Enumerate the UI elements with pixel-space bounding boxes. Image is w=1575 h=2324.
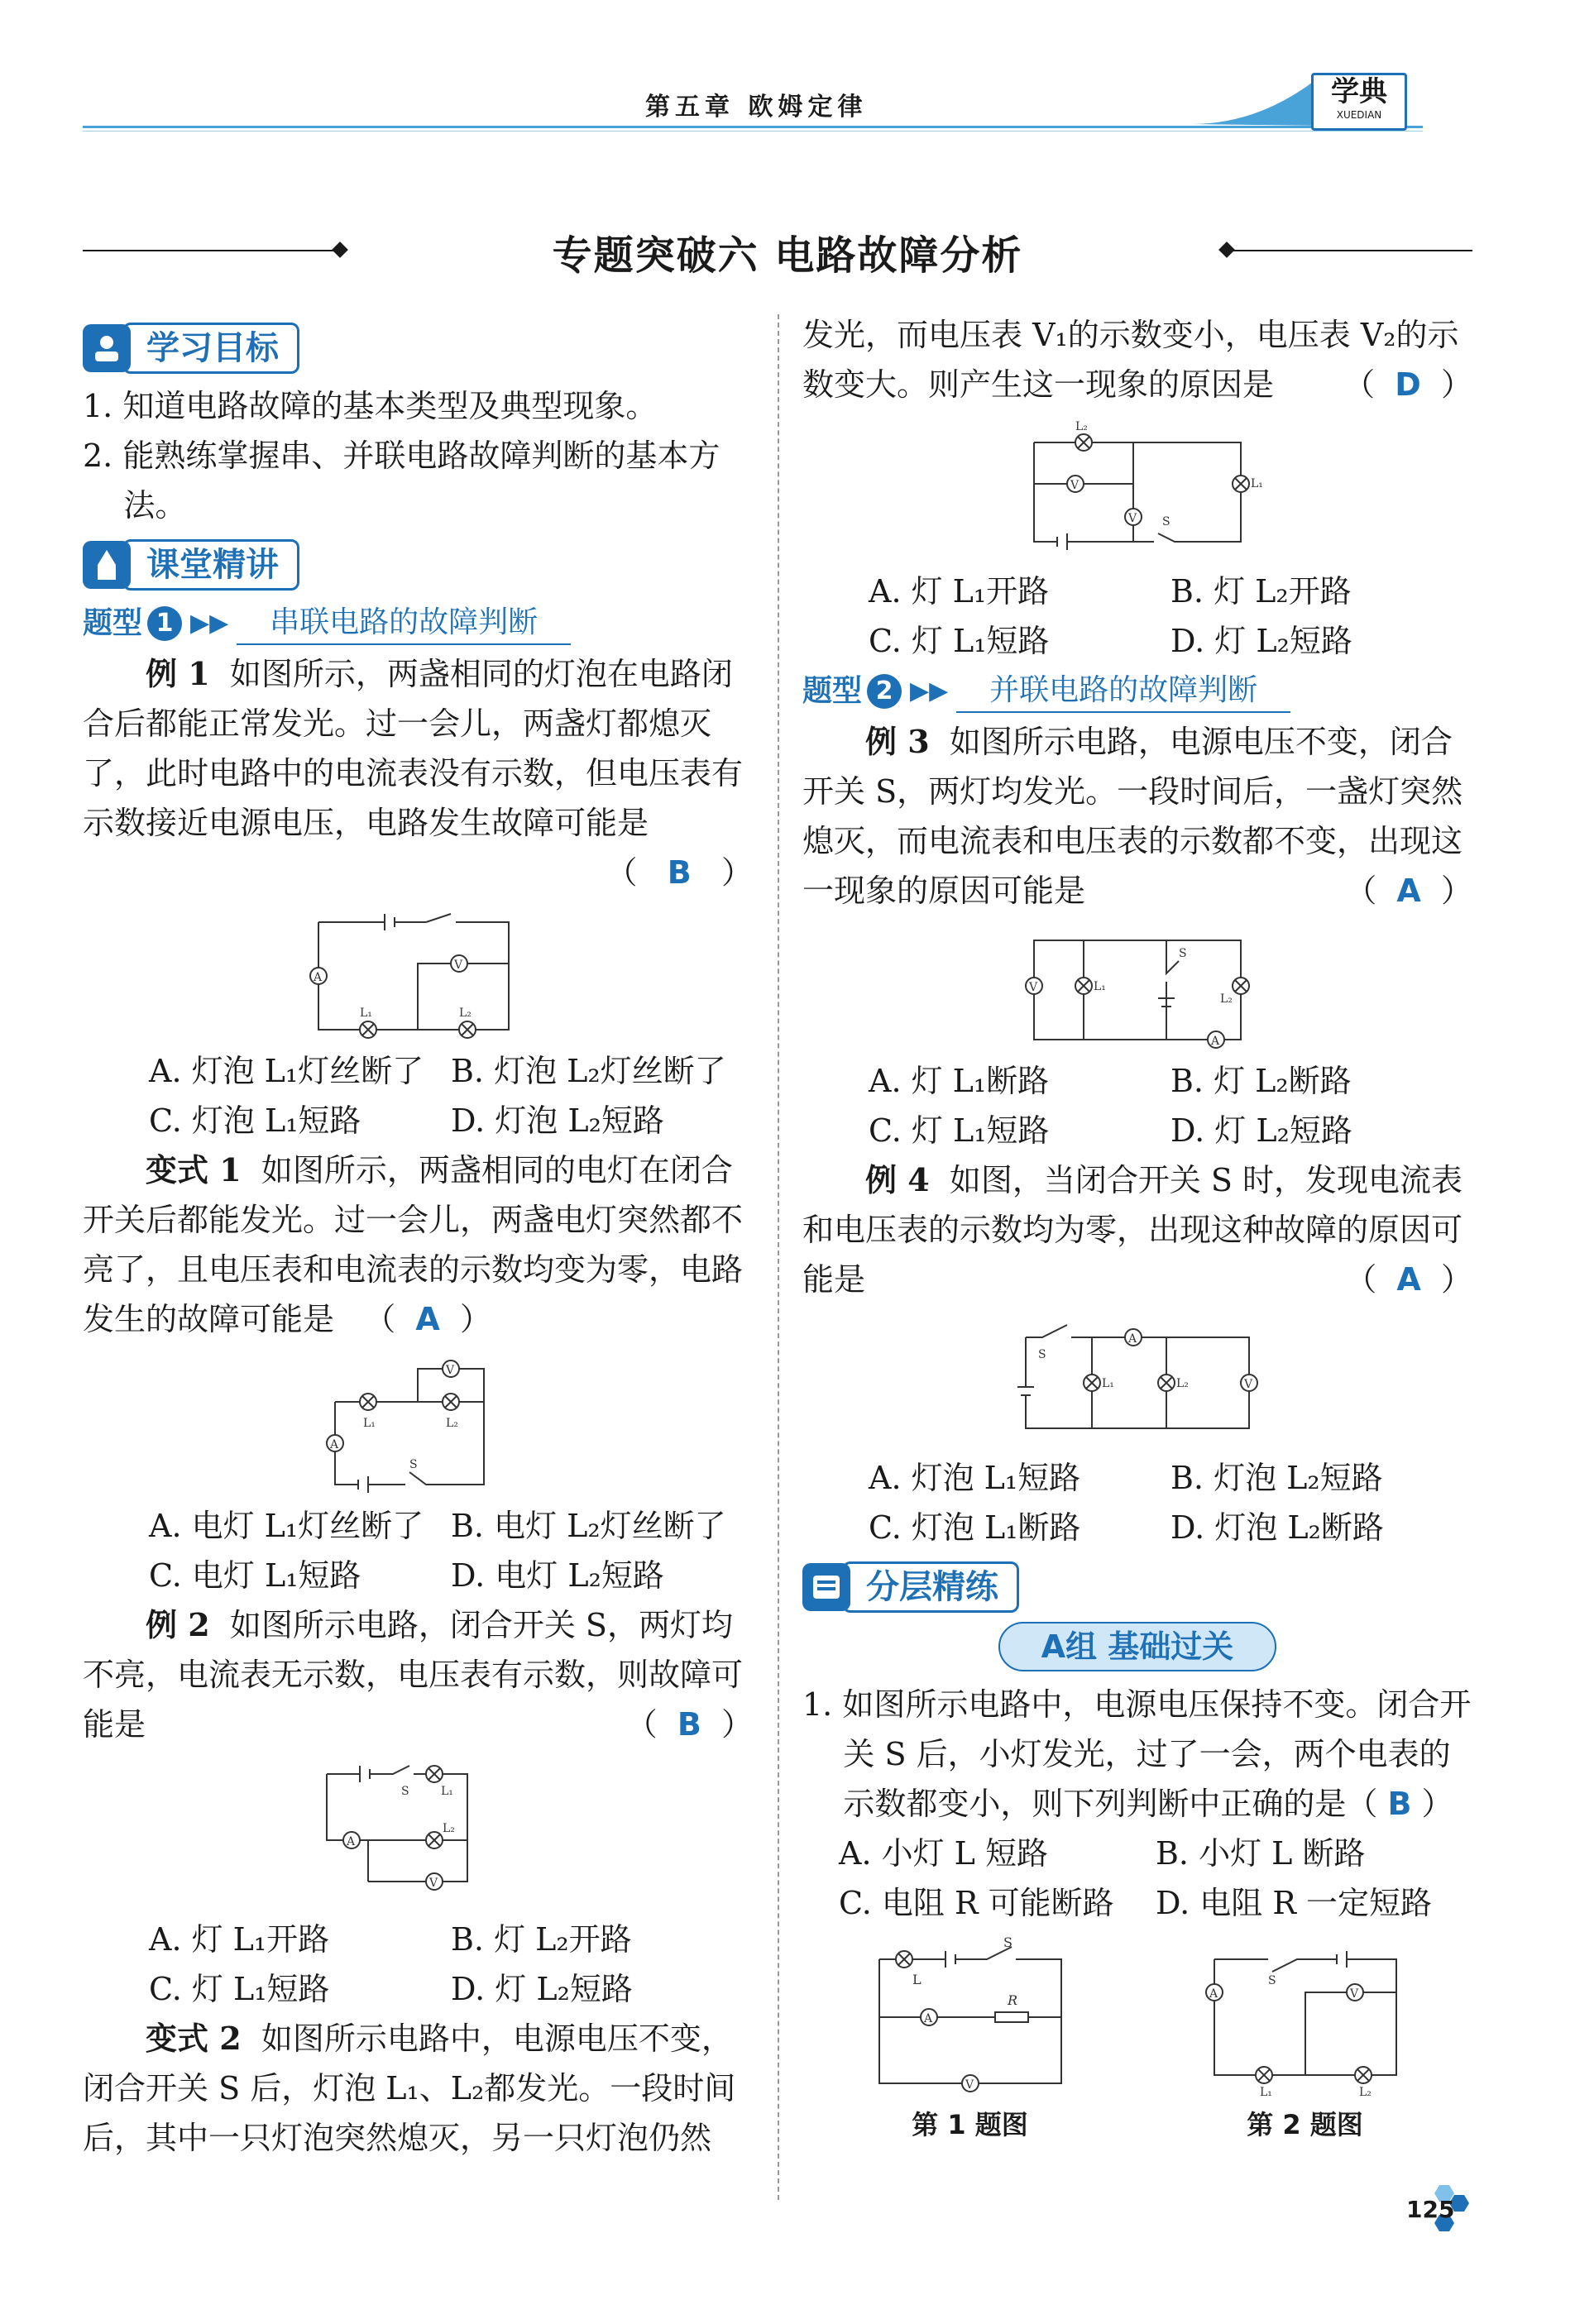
question1-option-c: C. 电阻 R 可能断路 — [839, 1885, 1114, 1921]
double-arrow-icon: ▶▶ — [910, 677, 949, 705]
variant1-options — [83, 1501, 753, 1600]
example2-circuit-diagram — [318, 1757, 517, 1906]
type1-number: 1 — [147, 606, 182, 641]
svg-text:V: V — [1349, 1987, 1358, 2001]
figure1-caption: 第 1 题图 — [912, 2109, 1028, 2140]
example1-options — [83, 1046, 753, 1145]
example4-option-a: A. 灯泡 L₁短路 — [869, 1460, 1081, 1496]
question1-circuit-diagram — [863, 1934, 1078, 2100]
variant1-option-b: B. 电灯 L₂灯丝断了 — [451, 1508, 726, 1544]
svg-text:V: V — [1029, 981, 1038, 994]
variant1: 变式 1 如图所示，两盏相同的电灯在闭合开关后都能发光。过一会儿，两盏电灯突然都不亮了，且电压表和电流表的示数均变为零，电路发生的故障可能是 （ A ） — [83, 1151, 744, 1337]
variant2-text: 如图所示电路中，电源电压不变，闭合开关 S 后，灯泡 L₁、L₂都发光。一段时间后，其中一只灯泡突然熄灭，另一只灯泡仍然 — [83, 2020, 736, 2156]
header-rule-thin — [83, 131, 1423, 132]
svg-text:A: A — [347, 1835, 356, 1848]
example3: 例 3 如图所示电路，电源电压不变，闭合开关 S，两灯均发光。一段时间后，一盏灯突然熄灭，而电流表和电压表的示数都不变，出现这一现象的原因可能是 （ A ） — [802, 723, 1472, 909]
variant2-continued: 发光，而电压表 V₁的示数变小，电压表 V₂的示数变大。则产生这一现象的原因是 （ D ） — [802, 317, 1472, 403]
svg-text:S: S — [401, 1785, 409, 1798]
right-column — [802, 310, 1472, 2149]
example1 — [83, 649, 753, 848]
example2-option-a: A. 灯 L₁开路 — [149, 1921, 330, 1958]
variant2-option-a: A. 灯 L₁开路 — [869, 573, 1050, 610]
variant2-options — [802, 567, 1472, 666]
example4-option-c: C. 灯泡 L₁断路 — [869, 1509, 1081, 1546]
svg-text:L₂: L₂ — [459, 1007, 472, 1020]
variant1-circuit-diagram — [318, 1352, 517, 1493]
example2-label: 例 2 — [146, 1606, 210, 1643]
variant1-text: 如图所示，两盏相同的电灯在闭合开关后都能发光。过一会儿，两盏电灯突然都不亮了，且电压表和电流表的示数均变为零，电路发生的故障可能是 — [83, 1152, 744, 1337]
example3-option-c: C. 灯 L₁短路 — [869, 1112, 1050, 1149]
svg-text:L: L — [912, 1972, 922, 1987]
example3-option-d: D. 灯 L₂短路 — [1170, 1112, 1352, 1149]
svg-text:A: A — [923, 2012, 932, 2025]
example4-option-d: D. 灯泡 L₂断路 — [1170, 1509, 1384, 1546]
svg-text:L₂: L₂ — [446, 1417, 458, 1430]
question1-option-b: B. 小灯 L 断路 — [1156, 1835, 1366, 1872]
chapter-title: 第五章 欧姆定律 — [645, 93, 868, 122]
practice-label: 分层精练 — [842, 1561, 1019, 1613]
svg-text:S: S — [1003, 1934, 1012, 1950]
svg-text:L₁: L₁ — [441, 1785, 453, 1798]
svg-text:L₂: L₂ — [1358, 2086, 1372, 2099]
example4-answer: A — [1396, 1261, 1421, 1298]
student-icon — [83, 324, 131, 372]
example3-option-a: A. 灯 L₁断路 — [869, 1063, 1050, 1099]
example1-circuit-diagram — [302, 906, 534, 1038]
variant1-option-d: D. 电灯 L₂短路 — [451, 1557, 664, 1594]
figure-captions — [802, 2100, 1472, 2149]
variant2-option-b: B. 灯 L₂开路 — [1170, 573, 1352, 610]
brand-name-en: XUEDIAN — [1336, 109, 1382, 121]
example3-option-b: B. 灯 L₂断路 — [1170, 1063, 1352, 1099]
pencil-icon — [83, 541, 131, 589]
variant2-continued-text: 发光，而电压表 V₁的示数变小，电压表 V₂的示数变大。则产生这一现象的原因是 — [802, 317, 1459, 403]
example4-circuit-diagram — [1009, 1313, 1266, 1445]
example4-options — [802, 1453, 1472, 1552]
example1-text: 如图所示，两盏相同的灯泡在电路闭合后都能正常发光。过一会儿，两盏灯都熄灭了，此时电路中的电流表没有示数，但电压表有示数接近电源电压，电路发生故障可能是 — [83, 656, 744, 841]
question1: 1. 如图所示电路中，电源电压保持不变。闭合开关 S 后，小灯发光，过了一会，两个电表的示数都变小，则下列判断中正确的是（ B ） — [802, 1686, 1472, 1822]
example3-options — [802, 1056, 1472, 1155]
example2-options — [83, 1915, 753, 2014]
svg-text:V: V — [1128, 512, 1137, 525]
svg-text:V: V — [446, 1364, 455, 1377]
svg-text:S: S — [1267, 1974, 1276, 1987]
variant1-option-a: A. 电灯 L₁灯丝断了 — [149, 1508, 424, 1544]
example1-option-a: A. 灯泡 L₁灯丝断了 — [149, 1053, 424, 1089]
column-divider — [778, 314, 779, 2200]
example1-label: 例 1 — [146, 655, 210, 692]
example2-option-c: C. 灯 L₁短路 — [149, 1971, 330, 2007]
svg-text:V: V — [965, 2078, 974, 2092]
lecture-label: 课堂精讲 — [122, 539, 299, 591]
example2-text: 如图所示电路，闭合开关 S，两灯均不亮，电流表无示数，电压表有示数，则故障可能是 — [83, 1607, 744, 1743]
question-figures — [802, 1934, 1472, 2100]
svg-text:R: R — [1007, 1992, 1017, 2008]
example1-option-c: C. 灯泡 L₁短路 — [149, 1102, 361, 1139]
example2-option-b: B. 灯 L₂开路 — [451, 1921, 632, 1958]
type1-tag: 题型 — [83, 606, 143, 640]
type1-heading — [83, 598, 753, 649]
svg-text:L₂: L₂ — [443, 1822, 455, 1835]
question1-answer: B — [1387, 1786, 1412, 1822]
example1-option-b: B. 灯泡 L₂灯丝断了 — [451, 1053, 726, 1089]
svg-text:L₁: L₁ — [360, 1007, 372, 1020]
svg-text:V: V — [1244, 1378, 1253, 1391]
svg-text:L₂: L₂ — [1075, 420, 1088, 433]
type2-tag: 题型 — [802, 674, 863, 708]
header-swoosh-icon — [1191, 76, 1324, 126]
goals-label: 学习目标 — [122, 323, 299, 374]
header-rule — [83, 126, 1423, 128]
page-number: 125 — [1406, 2196, 1455, 2223]
goals-badge — [83, 322, 753, 375]
svg-text:L₁: L₁ — [1259, 2086, 1272, 2099]
variant1-answer: A — [415, 1301, 440, 1337]
variant1-label: 变式 1 — [146, 1151, 242, 1188]
example3-text: 如图所示电路，电源电压不变，闭合开关 S，两灯均发光。一段时间后，一盏灯突然熄灭，而电流表和电压表的示数都不变，出现这一现象的原因可能是 — [802, 724, 1463, 909]
variant2 — [83, 2014, 753, 2163]
example4-label: 例 4 — [865, 1161, 930, 1198]
type2-heading — [802, 666, 1472, 717]
group-a-banner — [802, 1622, 1472, 1671]
group-a-label: A组 基础过关 — [998, 1622, 1277, 1671]
example1-answer-line: （ B ） — [606, 854, 753, 891]
question1-options — [802, 1829, 1472, 1928]
svg-text:V: V — [1070, 479, 1080, 492]
example3-circuit-diagram — [1017, 924, 1257, 1048]
svg-text:L₁: L₁ — [363, 1417, 376, 1430]
example3-answer: A — [1396, 873, 1421, 909]
svg-text:L₂: L₂ — [1220, 992, 1233, 1006]
svg-text:V: V — [429, 1877, 438, 1890]
page-title: 专题突破六 电路故障分析 — [552, 232, 1023, 279]
book-icon — [802, 1563, 850, 1611]
example4-option-b: B. 灯泡 L₂短路 — [1170, 1460, 1383, 1496]
svg-text:L₁: L₁ — [1094, 980, 1106, 993]
question1-text: 1. 如图所示电路中，电源电压保持不变。闭合开关 S 后，小灯发光，过了一会，两个电表的示数都变小，则下列判断中正确的是 — [802, 1686, 1472, 1822]
figure2-caption: 第 2 题图 — [1247, 2109, 1363, 2140]
lecture-badge — [83, 538, 753, 591]
variant1-option-c: C. 电灯 L₁短路 — [149, 1557, 361, 1594]
example2: 例 2 如图所示电路，闭合开关 S，两灯均不亮，电流表无示数，电压表有示数，则故障可能是 （ B ） — [83, 1606, 753, 1743]
practice-badge — [802, 1561, 1472, 1614]
svg-text:A: A — [330, 1438, 339, 1451]
brand-name: 学典 — [1331, 75, 1387, 108]
variant2-answer: D — [1395, 366, 1421, 403]
svg-text:A: A — [1211, 1035, 1220, 1048]
question2-circuit-diagram — [1198, 1934, 1413, 2100]
svg-text:A: A — [1209, 1987, 1218, 2001]
variant2-circuit-diagram — [1017, 418, 1263, 558]
type2-number: 2 — [867, 674, 902, 709]
variant2-option-c: C. 灯 L₁短路 — [869, 623, 1050, 659]
svg-text:S: S — [1179, 947, 1187, 960]
svg-text:L₁: L₁ — [1251, 477, 1263, 490]
goal-1: 1. 知道电路故障的基本类型及典型现象。 — [83, 388, 658, 424]
variant2-label: 变式 2 — [146, 2020, 242, 2057]
question1-option-a: A. 小灯 L 短路 — [839, 1835, 1048, 1872]
double-arrow-icon: ▶▶ — [190, 609, 229, 638]
svg-text:S: S — [409, 1458, 418, 1471]
example3-label: 例 3 — [865, 723, 930, 760]
example4-text: 如图，当闭合开关 S 时，发现电流表和电压表的示数均为零，出现这种故障的原因可能是 — [802, 1162, 1463, 1298]
goal-2: 2. 能熟练掌握串、并联电路故障判断的基本方法。 — [83, 438, 720, 524]
variant2-option-d: D. 灯 L₂短路 — [1170, 623, 1352, 659]
example1-option-d: D. 灯泡 L₂短路 — [451, 1102, 664, 1139]
svg-text:V: V — [454, 959, 463, 972]
svg-text:A: A — [1128, 1332, 1137, 1346]
example2-answer: B — [677, 1706, 701, 1743]
title-rule-right — [1233, 250, 1472, 251]
svg-text:S: S — [1162, 515, 1170, 528]
example1-answer: B — [667, 854, 692, 891]
example2-option-d: D. 灯 L₂短路 — [451, 1971, 633, 2007]
example4: 例 4 如图，当闭合开关 S 时，发现电流表和电压表的示数均为零，出现这种故障的原因可能是 （ A ） — [802, 1161, 1472, 1298]
svg-text:S: S — [1038, 1348, 1046, 1361]
svg-text:L₂: L₂ — [1176, 1377, 1189, 1390]
brand-logo — [1311, 73, 1407, 131]
svg-text:A: A — [314, 971, 323, 984]
left-column — [83, 318, 753, 2163]
type1-text: 串联电路的故障判断 — [237, 602, 571, 645]
type2-text: 并联电路的故障判断 — [956, 670, 1290, 713]
svg-text:L₁: L₁ — [1102, 1377, 1114, 1390]
question1-option-d: D. 电阻 R 一定短路 — [1156, 1885, 1433, 1921]
